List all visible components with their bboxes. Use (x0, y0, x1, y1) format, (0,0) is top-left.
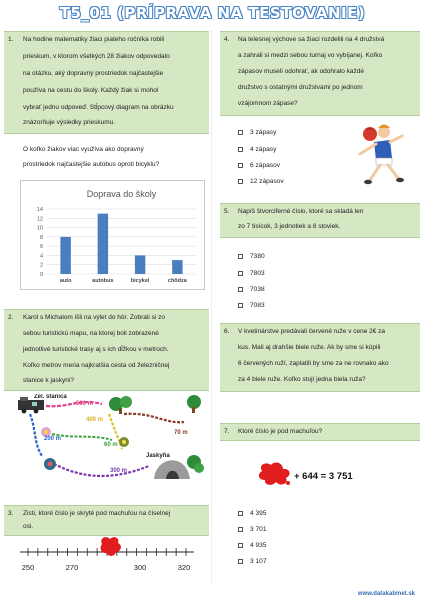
question-1-line: používa na cestu do školy. Každý žiak si mohol (23, 87, 159, 94)
footer-website[interactable]: www.datakabinet.sk (357, 591, 415, 597)
axis-label: 270 (65, 563, 79, 572)
question-5-number: 5. (224, 208, 230, 215)
x-tick-label: chôdza (167, 278, 187, 284)
number-line (14, 532, 202, 578)
checkbox[interactable] (238, 130, 243, 135)
option-label: 7038 (250, 286, 265, 293)
question-1-line: na otázku, aký dopravný prostriedok najčastejšie (23, 70, 164, 77)
question-5-line: Napíš štvorciferné číslo, ktoré sa skladá len (238, 208, 364, 215)
question-7-option[interactable] (238, 558, 267, 565)
question-1-subquestion: prostriedok najčastejšie autobus oproti bicyklu? (23, 161, 160, 168)
question-4-option[interactable] (238, 178, 284, 185)
column-divider (211, 30, 212, 585)
option-label: 4 935 (250, 542, 267, 549)
question-6-line: 6 červených ruží, zaplatili by sme za ne rovnako ako (238, 360, 389, 367)
question-7-line: Ktoré číslo je pod machuľou? (238, 428, 323, 435)
axis-label: 250 (21, 563, 35, 572)
question-3-line: Zisti, ktoré číslo je skryté pod machuľou na číselnej (23, 510, 171, 517)
question-1-subquestion: O koľko žiakov viac využíva ako dopravný (23, 146, 144, 153)
question-6-line: kus. Mali aj drahšie biele ruže. Ak by sme si kúpili (238, 344, 381, 351)
axis-label: 320 (177, 563, 191, 572)
question-3-line: osi. (23, 523, 34, 530)
checkbox[interactable] (238, 303, 243, 308)
question-2-line: sebou turistickú mapu, na ktorej boli zobrazené (23, 330, 159, 337)
question-1-number: 1. (8, 36, 14, 43)
dodgeball-player-illustration (340, 118, 412, 188)
question-7-option[interactable] (238, 510, 267, 517)
option-label: 4 zápasy (250, 146, 277, 153)
distance-400: 400 m (86, 417, 104, 423)
question-4-line: družstvo s ostatnými družstvami po jednom (238, 84, 363, 91)
question-1-line: Na hodine matematiky žiaci piateho ročníka robili (23, 36, 165, 43)
y-tick-label: 8 (39, 234, 43, 241)
hiking-map (14, 394, 204, 494)
question-4-line: vzájomnom zápase? (238, 100, 298, 107)
option-label: 3 701 (250, 526, 267, 533)
checkbox[interactable] (238, 271, 243, 276)
x-tick-label: bicykel (130, 278, 150, 284)
option-label: 7083 (250, 302, 265, 309)
flower-icon (44, 458, 56, 470)
bar-chôdza (172, 260, 182, 274)
bar-bicykel (135, 255, 145, 274)
question-5-option[interactable] (238, 286, 265, 293)
option-label: 7380 (250, 253, 265, 260)
question-2-line: jednotlivé turistické trasy aj s ich dĺžkou v metroch. (23, 346, 169, 353)
trail-500 (46, 402, 102, 406)
cave-icon (154, 460, 190, 479)
tree-icon (109, 396, 132, 414)
distance-200: 200 m (44, 436, 62, 442)
tree-icon (187, 455, 204, 473)
distance-300: 300 m (110, 468, 128, 474)
y-tick-label: 12 (36, 216, 43, 223)
option-label: 6 zápasov (250, 162, 281, 169)
question-7-option[interactable] (238, 526, 267, 533)
question-4-option[interactable] (238, 146, 276, 153)
question-6-line: V kvetinárstve predávali červené ruže v cene 2€ za (238, 328, 386, 335)
checkbox[interactable] (238, 163, 243, 168)
bar-autobus (98, 214, 108, 274)
option-label: 12 zápasov (250, 178, 284, 185)
question-5-line: zo 7 tisícok, 3 jednotiek a 8 stoviek. (238, 223, 341, 230)
cave-label: Jaskyňa (146, 453, 170, 459)
checkbox[interactable] (238, 527, 243, 532)
question-2-number: 2. (8, 314, 14, 321)
question-4-line: zápasov museli odohrať, ak odohralo každé (238, 68, 365, 75)
distance-60: 60 m (104, 442, 118, 448)
flower-icon (119, 437, 129, 447)
equation-text: + 644 = 3 751 (294, 471, 353, 482)
question-1-line: prieskum, v ktorom všetkých 28 žiakov odpovedalo (23, 53, 170, 60)
question-2-line: Karol s Michalom išli na výlet do hôr. Zobrali si zo (23, 314, 165, 321)
ink-blot-icon (256, 461, 292, 487)
distance-70: 70 m (174, 430, 188, 436)
station-label: Žel. stanica (34, 394, 67, 400)
question-3-number: 3. (8, 510, 14, 517)
y-tick-label: 6 (39, 244, 43, 251)
ink-blot-icon (101, 537, 121, 556)
checkbox[interactable] (238, 287, 243, 292)
question-1-line: znázorňuje výsledky prieskumu. (23, 119, 116, 126)
x-tick-label: autobus (92, 278, 114, 284)
y-tick-label: 4 (39, 253, 43, 260)
chart-title: Doprava do školy (86, 189, 157, 199)
trail-70 (124, 414, 184, 422)
y-tick-label: 2 (39, 262, 43, 269)
option-label: 4 395 (250, 510, 267, 517)
question-5-option[interactable] (238, 302, 265, 309)
checkbox[interactable] (238, 543, 243, 548)
checkbox[interactable] (238, 179, 243, 184)
y-tick-label: 0 (39, 272, 43, 278)
trail-300 (54, 464, 149, 476)
trail-200 (30, 414, 42, 456)
question-4-number: 4. (224, 36, 230, 43)
question-7-option[interactable] (238, 542, 267, 549)
question-7-number: 7. (224, 428, 230, 435)
y-tick-label: 14 (36, 207, 43, 213)
question-4-option[interactable] (238, 129, 276, 136)
question-2-line: Koľko metrov meria najkratšia cesta od železničnej (23, 362, 170, 369)
y-tick-label: 10 (36, 225, 43, 232)
checkbox[interactable] (238, 511, 243, 516)
distance-500: 500 m (76, 401, 94, 407)
question-4-line: a zahrali si medzi sebou turnaj vo vybíjanej. Koľko (238, 52, 383, 59)
question-4-option[interactable] (238, 162, 280, 169)
question-6-line: za 4 biele ruže. Koľko stojí jedna biela ruža? (238, 376, 366, 383)
question-1-line: vybrať jednu odpoveď. Stĺpcový diagram na obrázku (23, 104, 174, 111)
option-label: 3 107 (250, 558, 267, 565)
question-5-option[interactable] (238, 270, 265, 277)
question-6-number: 6. (224, 328, 230, 335)
checkbox[interactable] (238, 147, 243, 152)
bar-chart (21, 181, 206, 291)
checkbox[interactable] (238, 254, 243, 259)
axis-label: 300 (133, 563, 147, 572)
option-label: 7803 (250, 270, 265, 277)
x-tick-label: auto (59, 278, 72, 284)
option-label: 3 zápasy (250, 129, 277, 136)
page-title: T5_01 (PRÍPRAVA NA TESTOVANIE) (59, 4, 366, 22)
checkbox[interactable] (238, 559, 243, 564)
question-2-line: stanice k jaskyni? (23, 377, 74, 384)
question-5-option[interactable] (238, 253, 265, 260)
bar-auto (60, 237, 70, 274)
question-4-line: Na telesnej výchove sa žiaci rozdelili na 4 družstvá (238, 36, 385, 43)
tree-icon (187, 395, 201, 413)
bar-chart-frame (20, 180, 205, 290)
